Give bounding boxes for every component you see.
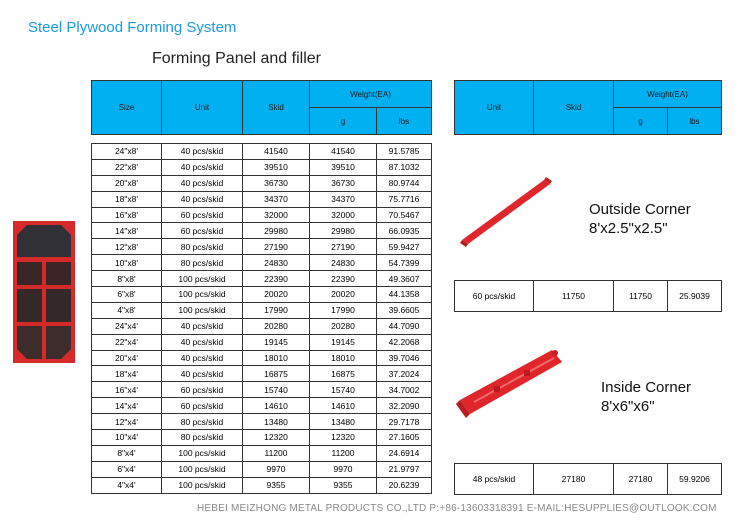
cell-unit: 60 pcs/skid: [162, 382, 243, 398]
cell-skid: 36730: [243, 175, 310, 191]
cell-lbs: 21.9797: [377, 461, 432, 477]
cell-unit: 80 pcs/skid: [162, 414, 243, 430]
table-row: [92, 334, 432, 350]
footer-contact: HEBEI MEIZHONG METAL PRODUCTS CO.,LTD P:+86-13603318391 E-MAIL:HESUPPLIES@OUTLOOK.COM: [197, 503, 717, 514]
cell-lbs: 39.7046: [377, 350, 432, 366]
cell-size: 12"x4': [92, 414, 162, 430]
brand-title: Steel Plywood Forming System: [28, 19, 237, 36]
cell-g: 29980: [310, 223, 377, 239]
table-row: [92, 175, 432, 191]
outside-skid: 11750: [534, 281, 614, 312]
inside-corner-caption: [601, 378, 691, 416]
cell-size: 16"x8': [92, 207, 162, 223]
cell-size: 4"x8': [92, 302, 162, 318]
cell-lbs: 39.6605: [377, 302, 432, 318]
inside-lbs: 59.9206: [668, 464, 722, 495]
corner-header-lbs: lbs: [668, 108, 722, 135]
cell-skid: 13480: [243, 414, 310, 430]
cell-lbs: 42.2068: [377, 334, 432, 350]
cell-lbs: 80.9744: [377, 175, 432, 191]
cell-unit: 100 pcs/skid: [162, 271, 243, 287]
table-row: [92, 302, 432, 318]
cell-skid: 32000: [243, 207, 310, 223]
cell-unit: 100 pcs/skid: [162, 477, 243, 493]
table-row: [92, 255, 432, 271]
cell-skid: 9355: [243, 477, 310, 493]
cell-unit: 40 pcs/skid: [162, 334, 243, 350]
table-row: [92, 430, 432, 446]
cell-unit: 100 pcs/skid: [162, 461, 243, 477]
cell-lbs: 54.7399: [377, 255, 432, 271]
inside-unit: 48 pcs/skid: [455, 464, 534, 495]
outside-corner-image: [458, 174, 554, 248]
table-row: [92, 159, 432, 175]
cell-g: 17990: [310, 302, 377, 318]
cell-unit: 100 pcs/skid: [162, 302, 243, 318]
outside-corner-caption: [589, 200, 691, 238]
cell-g: 16875: [310, 366, 377, 382]
cell-g: 9970: [310, 461, 377, 477]
table-row: [92, 287, 432, 303]
cell-unit: 40 pcs/skid: [162, 366, 243, 382]
cell-lbs: 70.5467: [377, 207, 432, 223]
cell-g: 12320: [310, 430, 377, 446]
cell-g: 36730: [310, 175, 377, 191]
cell-skid: 12320: [243, 430, 310, 446]
cell-size: 18"x8': [92, 191, 162, 207]
cell-skid: 16875: [243, 366, 310, 382]
cell-unit: 40 pcs/skid: [162, 144, 243, 160]
cell-unit: 100 pcs/skid: [162, 287, 243, 303]
outside-lbs: 25.9039: [668, 281, 722, 312]
cell-skid: 29980: [243, 223, 310, 239]
corner-table-header: [454, 80, 722, 135]
cell-unit: 60 pcs/skid: [162, 207, 243, 223]
outside-g: 11750: [614, 281, 668, 312]
cell-size: 10"x4': [92, 430, 162, 446]
cell-size: 18"x4': [92, 366, 162, 382]
table-row: [92, 398, 432, 414]
forming-panel-image: [11, 219, 77, 365]
cell-g: 32000: [310, 207, 377, 223]
main-data-table: [91, 143, 432, 494]
cell-size: 10"x8': [92, 255, 162, 271]
cell-lbs: 91.5785: [377, 144, 432, 160]
cell-unit: 40 pcs/skid: [162, 350, 243, 366]
outside-corner-dimensions: 8'x2.5"x2.5": [589, 220, 668, 237]
cell-g: 19145: [310, 334, 377, 350]
cell-g: 39510: [310, 159, 377, 175]
inside-corner-row: [454, 463, 722, 495]
table-row: [92, 445, 432, 461]
cell-g: 11200: [310, 445, 377, 461]
table-row: [92, 477, 432, 493]
cell-lbs: 37.2024: [377, 366, 432, 382]
table-row: [92, 382, 432, 398]
header-skid: Skid: [243, 81, 310, 135]
cell-unit: 60 pcs/skid: [162, 398, 243, 414]
cell-size: 8"x8': [92, 271, 162, 287]
table-row: [92, 144, 432, 160]
cell-skid: 27190: [243, 239, 310, 255]
cell-lbs: 32.2090: [377, 398, 432, 414]
cell-lbs: 29.7178: [377, 414, 432, 430]
cell-unit: 40 pcs/skid: [162, 159, 243, 175]
table-row: [92, 318, 432, 334]
section-subtitle: Forming Panel and filler: [152, 50, 321, 67]
cell-lbs: 44.7090: [377, 318, 432, 334]
cell-skid: 24830: [243, 255, 310, 271]
cell-skid: 14610: [243, 398, 310, 414]
table-row: [92, 191, 432, 207]
header-g: g: [310, 108, 377, 135]
cell-size: 16"x4': [92, 382, 162, 398]
cell-lbs: 49.3607: [377, 271, 432, 287]
cell-unit: 80 pcs/skid: [162, 255, 243, 271]
cell-lbs: 24.6914: [377, 445, 432, 461]
cell-g: 22390: [310, 271, 377, 287]
cell-size: 24"x4': [92, 318, 162, 334]
cell-lbs: 44.1358: [377, 287, 432, 303]
cell-size: 22"x4': [92, 334, 162, 350]
cell-lbs: 59.9427: [377, 239, 432, 255]
cell-size: 4"x4': [92, 477, 162, 493]
corner-header-unit: Unit: [455, 81, 534, 135]
table-row: [92, 239, 432, 255]
cell-unit: 80 pcs/skid: [162, 430, 243, 446]
cell-unit: 40 pcs/skid: [162, 175, 243, 191]
table-row: [92, 350, 432, 366]
header-lbs: lbs: [377, 108, 432, 135]
inside-skid: 27180: [534, 464, 614, 495]
header-size: Size: [92, 81, 162, 135]
cell-unit: 40 pcs/skid: [162, 318, 243, 334]
cell-g: 9355: [310, 477, 377, 493]
cell-g: 18010: [310, 350, 377, 366]
cell-lbs: 87.1032: [377, 159, 432, 175]
cell-skid: 18010: [243, 350, 310, 366]
corner-header-skid: Skid: [534, 81, 614, 135]
cell-g: 27190: [310, 239, 377, 255]
cell-skid: 22390: [243, 271, 310, 287]
cell-g: 34370: [310, 191, 377, 207]
header-weight: Weight(EA): [310, 81, 432, 108]
outside-corner-row: [454, 280, 722, 312]
cell-size: 12"x8': [92, 239, 162, 255]
inside-corner-name: Inside Corner: [601, 379, 692, 396]
inside-g: 27180: [614, 464, 668, 495]
cell-g: 20280: [310, 318, 377, 334]
cell-lbs: 66.0935: [377, 223, 432, 239]
main-table-header: [91, 80, 432, 135]
cell-skid: 17990: [243, 302, 310, 318]
cell-skid: 34370: [243, 191, 310, 207]
cell-skid: 11200: [243, 445, 310, 461]
table-row: [92, 366, 432, 382]
cell-size: 6"x8': [92, 287, 162, 303]
cell-skid: 15740: [243, 382, 310, 398]
outside-corner-name: Outside Corner: [589, 201, 691, 218]
table-row: [92, 271, 432, 287]
cell-skid: 41540: [243, 144, 310, 160]
cell-unit: 60 pcs/skid: [162, 223, 243, 239]
cell-g: 14610: [310, 398, 377, 414]
corner-header-weight: Weight(EA): [614, 81, 722, 108]
cell-lbs: 34.7002: [377, 382, 432, 398]
header-unit: Unit: [162, 81, 243, 135]
corner-header-g: g: [614, 108, 668, 135]
cell-skid: 19145: [243, 334, 310, 350]
cell-lbs: 27.1605: [377, 430, 432, 446]
cell-size: 6"x4': [92, 461, 162, 477]
outside-unit: 60 pcs/skid: [455, 281, 534, 312]
cell-size: 8"x4': [92, 445, 162, 461]
cell-g: 41540: [310, 144, 377, 160]
cell-g: 20020: [310, 287, 377, 303]
table-row: [92, 461, 432, 477]
cell-unit: 40 pcs/skid: [162, 191, 243, 207]
cell-size: 14"x8': [92, 223, 162, 239]
cell-skid: 20020: [243, 287, 310, 303]
inside-corner-image: [454, 344, 566, 420]
cell-g: 13480: [310, 414, 377, 430]
cell-skid: 9970: [243, 461, 310, 477]
cell-unit: 80 pcs/skid: [162, 239, 243, 255]
cell-size: 22"x8': [92, 159, 162, 175]
table-row: [92, 414, 432, 430]
cell-size: 20"x8': [92, 175, 162, 191]
cell-unit: 100 pcs/skid: [162, 445, 243, 461]
cell-skid: 39510: [243, 159, 310, 175]
cell-size: 14"x4': [92, 398, 162, 414]
cell-skid: 20280: [243, 318, 310, 334]
table-row: [92, 223, 432, 239]
cell-size: 20"x4': [92, 350, 162, 366]
cell-lbs: 75.7716: [377, 191, 432, 207]
cell-size: 24"x8': [92, 144, 162, 160]
cell-lbs: 20.6239: [377, 477, 432, 493]
table-row: [92, 207, 432, 223]
inside-corner-dimensions: 8'x6"x6": [601, 398, 655, 415]
cell-g: 15740: [310, 382, 377, 398]
cell-g: 24830: [310, 255, 377, 271]
